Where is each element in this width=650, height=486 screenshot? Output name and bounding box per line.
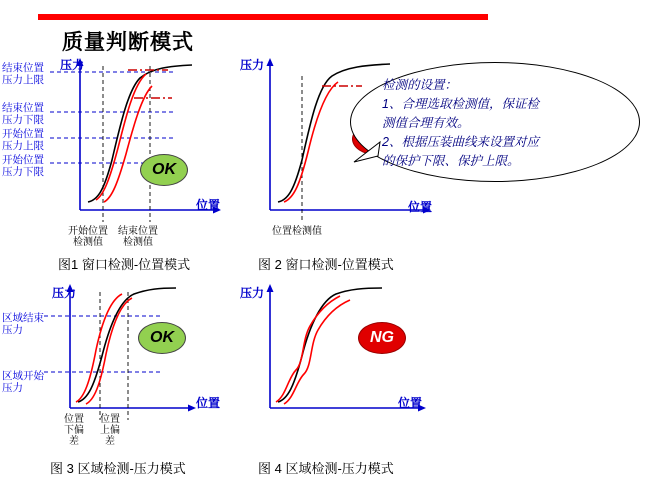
chart3-x-tick-2: 位置 上偏 差 (100, 414, 120, 447)
chart1-limit-label-1: 结束位置 压力上限 (2, 62, 44, 86)
chart3-limit-label-2: 区域开始 压力 (2, 370, 44, 394)
chart4-graphic (240, 278, 470, 438)
chart1-y-axis-label: 压力 (60, 58, 85, 72)
chart1-limit-label-4: 开始位置 压力下限 (2, 154, 44, 178)
callout-line-2: 1、合理选取检测值，保证检 (382, 97, 539, 111)
chart2-caption: 图 2 窗口检测-位置模式 (258, 257, 394, 272)
chart1-status-badge: OK (140, 154, 188, 186)
chart3-x-axis-label: 位置 (196, 396, 221, 410)
chart4-y-axis-label: 压力 (240, 286, 265, 300)
chart4-caption: 图 4 区域检测-压力模式 (258, 461, 394, 476)
chart1-limit-label-2: 结束位置 压力下限 (2, 102, 44, 126)
chart4-status-badge: NG (358, 322, 406, 354)
callout-text (382, 76, 622, 171)
chart1-limit-label-3: 开始位置 压力上限 (2, 128, 44, 152)
chart1-x-tick-1: 开始位置 检测值 (68, 226, 108, 248)
callout-line-5: 的保护下限、保护上限。 (382, 154, 520, 168)
chart1-x-tick-2: 结束位置 检测值 (118, 226, 158, 248)
callout-tail (352, 140, 382, 164)
chart2-y-axis-label: 压力 (240, 58, 265, 72)
chart2-x-tick-1: 位置检测值 (272, 226, 322, 237)
page-title: 质量判断模式 (62, 31, 194, 54)
header-accent-rule (38, 14, 488, 20)
chart3-status-badge: OK (138, 322, 186, 354)
chart3-y-axis-label: 压力 (52, 286, 77, 300)
chart3-caption: 图 3 区域检测-压力模式 (50, 461, 186, 476)
chart1-x-axis-label: 位置 (196, 198, 221, 212)
chart3-graphic (0, 278, 260, 438)
callout-line-4: 2、根据压装曲线来设置对应 (382, 135, 539, 149)
chart1-caption: 图1 窗口检测-位置模式 (58, 257, 191, 272)
chart3-x-tick-1: 位置 下偏 差 (64, 414, 84, 447)
callout-line-1: 检测的设置： (382, 78, 458, 92)
chart3-limit-label-1: 区域结束 压力 (2, 312, 44, 336)
callout-line-3: 测值合理有效。 (382, 116, 470, 130)
chart4-x-axis-label: 位置 (398, 396, 423, 410)
chart2-x-axis-label: 位置 (408, 200, 433, 214)
